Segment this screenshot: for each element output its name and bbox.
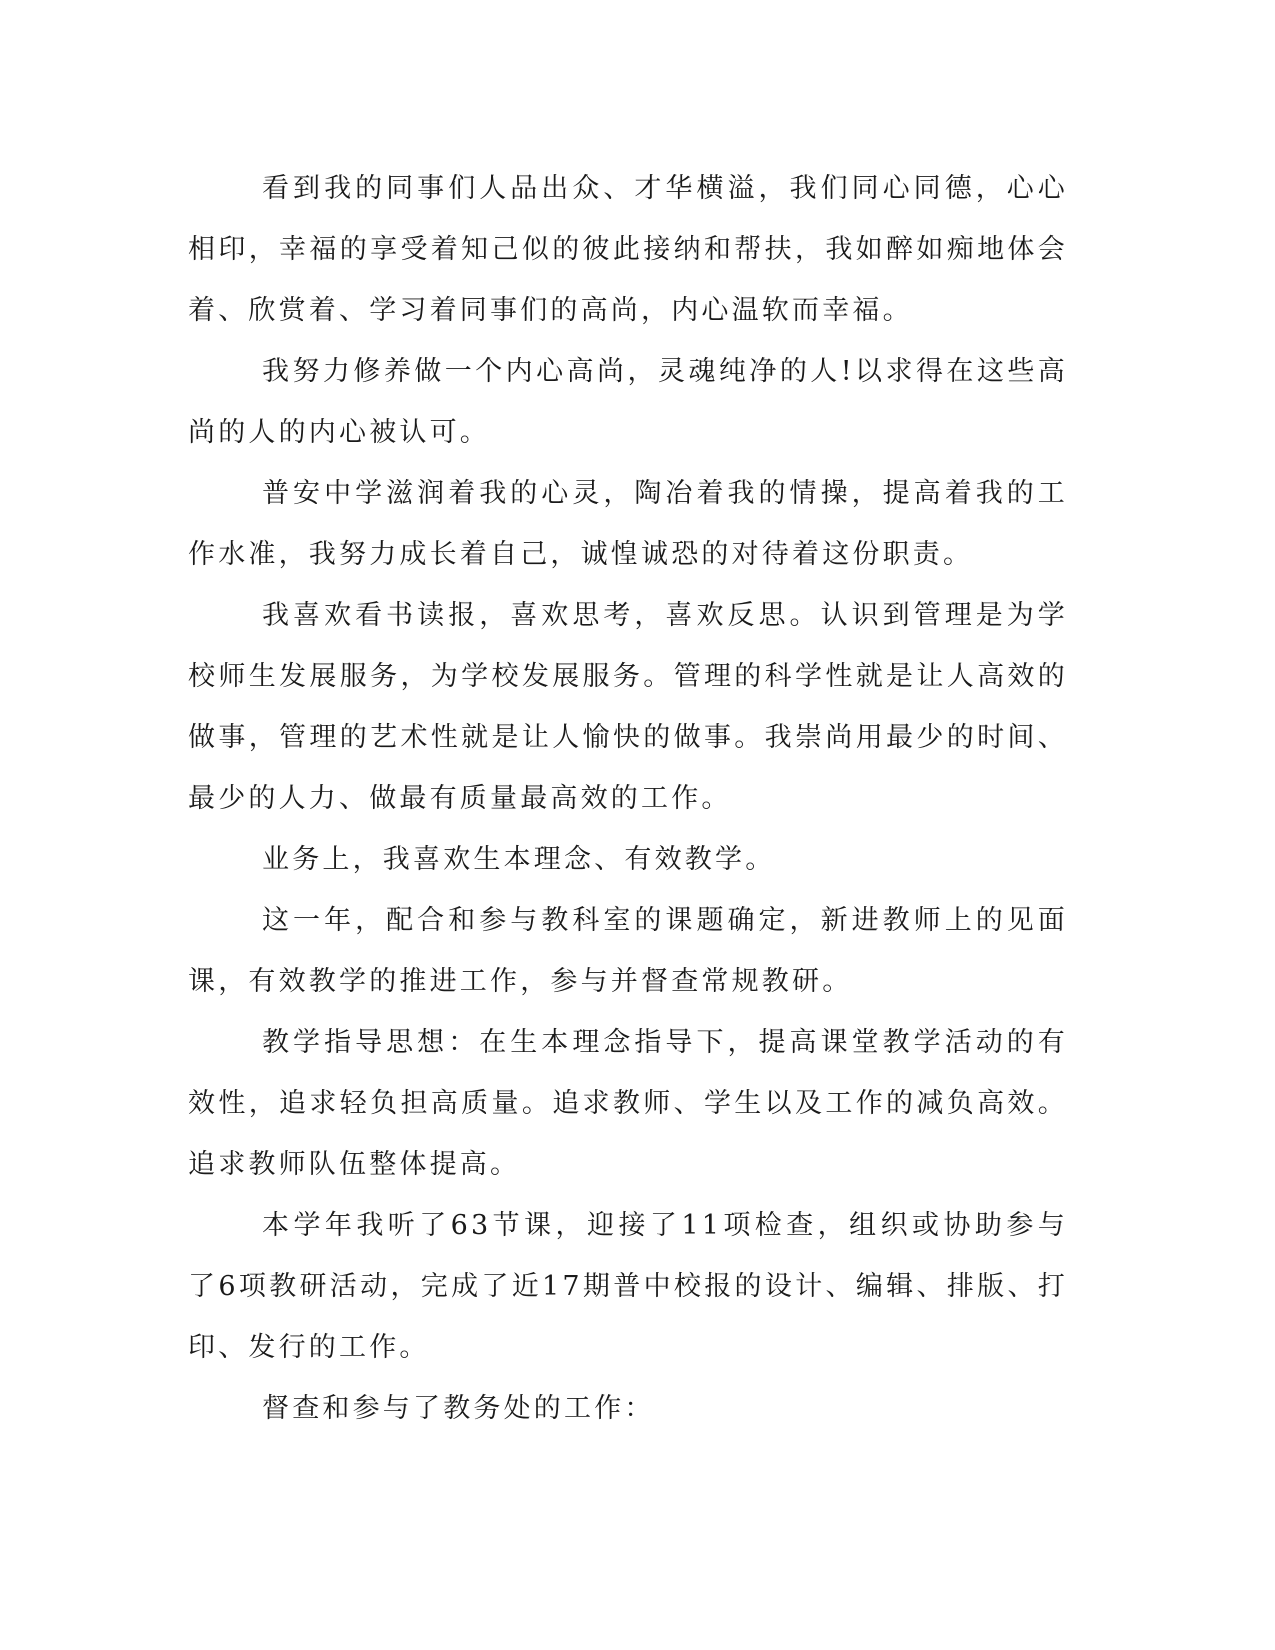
paragraph: 我努力修养做一个内心高尚，灵魂纯净的人!以求得在这些高尚的人的内心被认可。 <box>188 356 1068 448</box>
paragraph: 业务上，我喜欢生本理念、有效教学。 <box>262 844 776 875</box>
paragraph: 督查和参与了教务处的工作： <box>262 1393 655 1424</box>
paragraph: 本学年我听了63节课，迎接了11项检查，组织或协助参与了6项教研活动，完成了近17期普中校报的设计、编辑、排版、打印、发行的工作。 <box>188 1210 1068 1363</box>
paragraph: 我喜欢看书读报，喜欢思考，喜欢反思。认识到管理是为学校师生发展服务，为学校发展服务。管理的科学性就是让人高效的做事，管理的艺术性就是让人愉快的做事。我崇尚用最少的时间、最少的人力、做最有质量最高效的工作。 <box>188 600 1068 814</box>
document-body <box>188 158 1068 1439</box>
paragraph: 看到我的同事们人品出众、才华横溢，我们同心同德，心心相印，幸福的享受着知己似的彼此接纳和帮扶，我如醉如痴地体会着、欣赏着、学习着同事们的高尚，内心温软而幸福。 <box>188 173 1068 326</box>
paragraph: 普安中学滋润着我的心灵，陶冶着我的情操，提高着我的工作水准，我努力成长着自己，诚惶诚恐的对待着这份职责。 <box>188 478 1068 570</box>
paragraph: 这一年，配合和参与教科室的课题确定，新进教师上的见面课，有效教学的推进工作，参与并督查常规教研。 <box>188 905 1068 997</box>
paragraph: 教学指导思想：在生本理念指导下，提高课堂教学活动的有效性，追求轻负担高质量。追求教师、学生以及工作的减负高效。追求教师队伍整体提高。 <box>188 1027 1068 1180</box>
